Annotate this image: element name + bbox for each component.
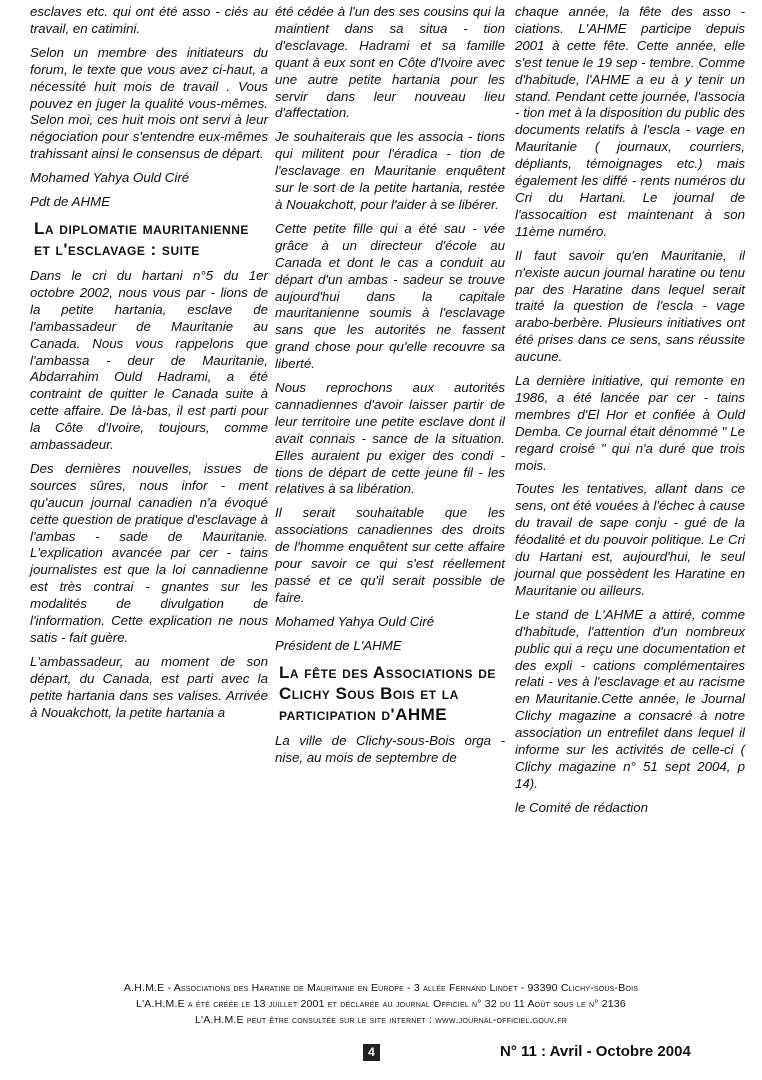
column-2	[275, 4, 505, 773]
footer-address: A.H.M.E - Associations des Haratine de Mauritanie en Europe - 3 allée Fernand Lindet - 93390 Clichy-sous-Bois	[123, 982, 639, 994]
footer-website: L'A.H.M.E peut être consultée sur le site internet : www.journal-officiel.gouv.fr	[195, 1014, 567, 1026]
paragraph: Dans le cri du hartani n°5 du 1er octobre 2002, nous vous par - lions de la petite hartania, esclave de l'ambassadeur de Mauritanie au Canada. Nous vous rappelons que l'ambassa - deur de Mauritanie, Abdarrahim Ould Hadrami, a été contraint de quitter le Canada suite à cette affaire. De là-bas, il est parti pour la Côte d'Ivoire, toujours, comme ambassadeur.	[30, 267, 268, 453]
paragraph: Nous reprochons aux autorités cannadiennes d'avoir laisser partir de leur territoire une petite esclave dont il avait connais - sance de la situation. Elles auraient pu exiger des condi - tions de départ de cette jeune fil - les relatives à sa libération.	[275, 380, 505, 497]
page-number: 4	[363, 1044, 380, 1061]
paragraph: Le stand de L'AHME a attiré, comme d'habitude, l'attention d'un nombreux public qui a reçu une documentation et des expli - cations complémentaires relati - ves à l'esclavage et au racisme en Mauritanie.Cette année, le Journal Clichy magazine a consacré à notre association un entrefilet dans lequel il informe sur les activités de celle-ci ( Clichy magazine n° 51 sept 2004, p 14).	[515, 606, 745, 791]
paragraph: Il faut savoir qu'en Mauritanie, il n'existe aucun journal haratine ou tenu par des Haratine dans lequel serait traité la question de l'escla - vage arabo-berbère. Plusieurs initiatives ont été prises dans ce sens, sans réussite aucune.	[515, 247, 745, 365]
paragraph: été cédée à l'un des ses cousins qui la maintient dans sa situa - tion d'esclavage. Hadrami et sa famille quant à eux sont en Côte d'Ivoire avec une autre petite hartania pour les servir dans leur nouveau lieu d'affectation.	[275, 4, 505, 121]
paragraph: La ville de Clichy-sous-Bois orga - nise, au mois de septembre de	[275, 732, 505, 765]
article-heading: La diplomatie mauritanienne et l'esclavage : suite	[34, 218, 249, 259]
paragraph: Toutes les tentatives, allant dans ce sens, ont été vouées à l'échec à cause du travail de sape conju - gué de la féodalité et du pouvoir politique. Le Cri du Hartani est, aujourd'hui, le seul journal que possèdent les Haratine en Mauritanie ou ailleurs.	[515, 481, 745, 598]
column-1	[30, 4, 268, 729]
signature-name: Mohamed Yahya Ould Ciré	[275, 613, 435, 629]
paragraph: chaque année, la fête des asso - ciations. L'AHME participe depuis 2001 à cette fête. Cette année, elle s'est tenue le 19 sep - tembre. Comme d'habitude, l'AHME a eu à y tenir un stand. Pendant cette journée, l'associa - tion met à la disposition du public des documents relatifs à l'escla - vage en Mauritanie ( journaux, courriers, dépliants, témoignages etc.) mais également les diffé - rents numéros du Cri du Hartani. Le journal de l'assocaition est maintenant à son 11ème numéro.	[515, 4, 745, 239]
footer-registration: L'A.H.M.E a été créée le 13 juillet 2001 et déclarée au journal Officiel n° 32 du 11 Août sous le n° 2136	[136, 998, 626, 1010]
paragraph: Je souhaiterais que les associa - tions qui militent pour l'éradica - tion de l'esclavage en Mauritanie enquêtent sur le sort de la petite hartania, restée à Nouakchott, pour l'aider à se libérer.	[275, 129, 505, 212]
paragraph: Il serait souhaitable que les associations canadiennes des droits de l'homme enquêtent sur cette affaire pour savoir ce qui s'est réellement passé et ce qu'il serait possible de faire.	[275, 505, 505, 605]
paragraph: L'ambassadeur, au moment de son départ, du Canada, est parti avec la petite hartania dans ses valises. Arrivée à Nouakchott, la petite hartania a	[30, 653, 268, 720]
paragraph: La dernière initiative, qui remonte en 1986, a été lancée par cer - tains membres d'El Hor et confiée à Ould Demba. Ce journal était dénommé " Le regard croisé " qui n'a duré que trois mois.	[515, 373, 745, 473]
paragraph: esclaves etc. qui ont été asso - ciés au travail, en catimini.	[30, 4, 268, 36]
paragraph: Des dernières nouvelles, issues de sources sûres, nous infor - ment qu'aucun journal canadien n'a évoqué cette question de pratique d'esclavage à l'ambas - sade de Mauritanie. L'explication avancée par cer - tains journalistes est que la loi cannadienne est très contrai - gnantes sur les modalités de divulgation de l'information. Cette explication ne nous satis - fait guère.	[30, 460, 268, 645]
column-3	[515, 4, 745, 824]
signature-role: Président de L'AHME	[275, 637, 402, 653]
signature-name: Mohamed Yahya Ould Ciré	[30, 170, 190, 186]
signature-role: Pdt de AHME	[30, 194, 111, 210]
article-heading: La fête des Associations de Clichy Sous Bois et la participation d'AHME	[279, 662, 496, 724]
paragraph: Cette petite fille qui a été sau - vée grâce à un directeur d'école au Canada et dont le cas a conduit au départ d'un ambas - sadeur se trouve aujourd'hui dans la capitale mauritanienne soumis à l'esclavage sans que les autorités ne fassent grand chose pour qu'elle recouvre sa liberté.	[275, 220, 505, 372]
signature-committee: le Comité de rédaction	[515, 799, 649, 815]
issue-label: N° 11 : Avril - Octobre 2004	[500, 1043, 691, 1060]
paragraph: Selon un membre des initiateurs du forum, le texte que vous avez ci-haut, a nécessité huit mois de travail . Vous pouvez en juger la qualité vous-mêmes. Selon moi, ces huit mois ont servi à leur négociation pour s'entendre eux-mêmes trahissant ainsi le consensus de départ.	[30, 44, 268, 162]
